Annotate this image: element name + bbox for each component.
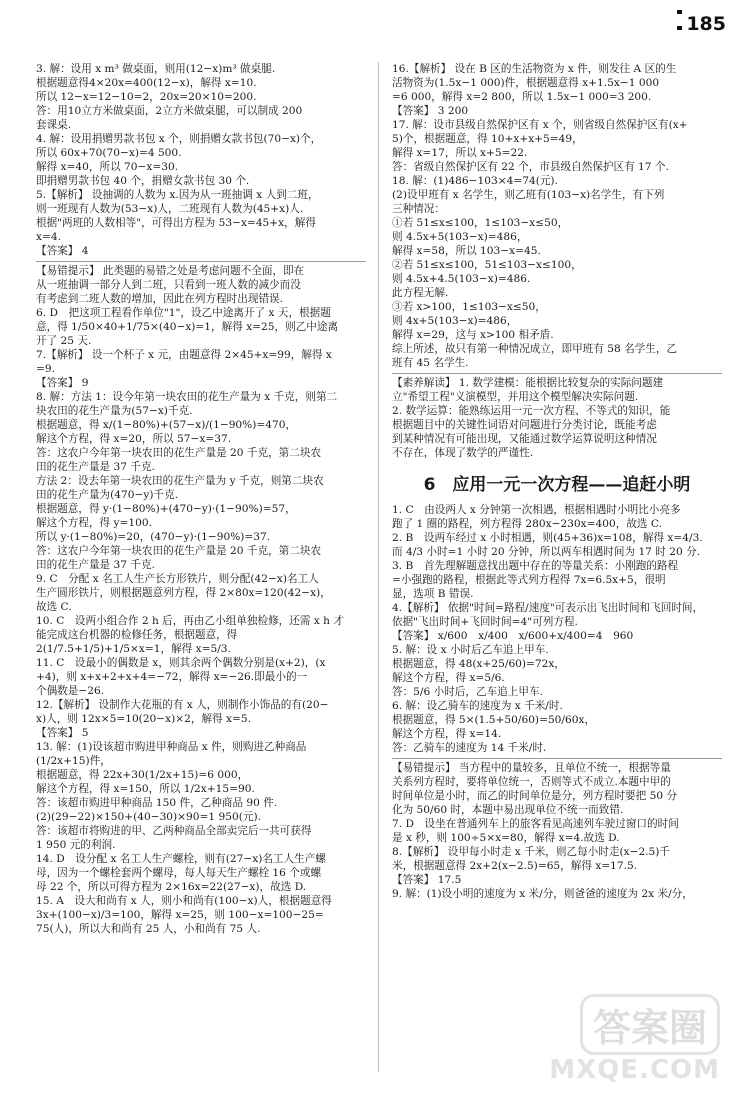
answer-line: 答：这农户今年第一块农田的花生产量是 20 千克，第二块农: [36, 447, 322, 459]
answer-line: 8. 解：方法 1：设今年第一块农田的花生产量为 x 千克，则第二: [36, 391, 338, 403]
answer-line: 3x+(100−x)/3=100，解得 x=25，则 100−x=100−25=: [36, 909, 324, 921]
answer-line: 解这个方程，得 x=5/6.: [392, 672, 505, 684]
right-column: [392, 62, 722, 1082]
answer-line: 答：乙骑车的速度为 14 千米/时.: [392, 742, 547, 754]
answer-line: 答：该超市将购进的甲、乙两种商品全部卖完后一共可获得: [36, 825, 312, 837]
watermark: [549, 994, 720, 1085]
answer-line: 16.【解析】 设在 B 区的生活物资为 x 件，则发往 A 区的生: [392, 63, 677, 75]
answer-line: 不存在，体现了数学的严谨性.: [392, 447, 534, 459]
answer-line: 是 x 秒，则 100÷5×x=80，解得 x=4.故选 D.: [392, 832, 620, 844]
answer-line: 2. B 设两车经过 x 小时相遇，则(45+36)x=108，解得 x=4/3.: [392, 532, 703, 544]
answer-line: 所以 y·(1−80%)=20，(470−y)·(1−90%)=37.: [36, 531, 271, 543]
answer-line: 生产圆形铁片，则根据题意列方程，得 2×80x=120(42−x)，: [36, 587, 331, 599]
page-marker-icon: [677, 10, 682, 30]
answer-line: 根据题意，得 x/(1−80%)+(57−x)/(1−90%)=470，: [36, 419, 297, 431]
answer-line: =6 000，解得 x=2 800，所以 1.5x−1 000=3 200.: [392, 91, 652, 103]
answer-line: 3. 解：设用 x m³ 做桌面，则用(12−x)m³ 做桌腿.: [36, 63, 276, 75]
answer-line: 解这个方程，得 x=150，所以 1/2x+15=90.: [36, 783, 255, 795]
answer-line: 母 22 个，所以可得方程为 2×16x=22(27−x)，故选 D.: [36, 881, 307, 893]
answer-line: 田的花生产量为(470−y)千克.: [36, 489, 179, 501]
section-title: 6 应用一元一次方程——追赶小明: [423, 475, 691, 495]
right-bottom-answers: [392, 503, 722, 901]
answer-line: 所以 12−x=12−10=2，20x=20×10=200.: [36, 91, 257, 103]
answer-line: 方法 2：设去年第一块农田的花生产量为 y 千克，则第二块农: [36, 475, 324, 487]
answer-line: 5.【解析】 设抽调的人数为 x.因为从一班抽调 x 人到二班，: [36, 189, 319, 201]
answer-line: ③若 x>100，1≤103−x≤50，: [392, 301, 546, 313]
answer-line: 答：用10立方米做桌面，2立方米做桌腿，可以制成 200: [36, 105, 303, 117]
answer-line: 解得 x=58，所以 103−x=45.: [392, 245, 541, 257]
answer-line: 解得 x=29，这与 x>100 相矛盾.: [392, 329, 554, 341]
answer-line: 解这个方程，得 y=100.: [36, 517, 152, 529]
column-divider: [378, 62, 379, 1072]
answer-line: 7. D 设坐在普通列车上的旅客看见高速列车驶过窗口的时间: [392, 818, 679, 830]
answer-line: 根据题意，得 5×(1.5+50/60)=50/60x，: [392, 714, 596, 726]
answer-line: 75(人)，所以大和尚有 25 人，小和尚有 75 人.: [36, 923, 261, 935]
answer-line: 根据题意，得 48(x+25/60)=72x，: [392, 658, 565, 670]
watermark-logo: 答案圈: [580, 994, 720, 1055]
answer-line: 14. D 设分配 x 名工人生产螺栓，则有(27−x)名工人生产螺: [36, 853, 326, 865]
answer-line: 解得 x=40，所以 70−x=30.: [36, 161, 179, 173]
answer-line: 依据"飞出时间+飞回时间=4"可列方程.: [392, 616, 578, 628]
answer-line: 根据题意，得 22x+30(1/2x+15)=6 000，: [36, 769, 249, 781]
answer-line: 能完成这台机器的检修任务，根据题意，得: [36, 629, 238, 641]
answer-line: 【易错提示】 此类题的易错之处是考虑问题不全面，即在: [36, 261, 366, 278]
answer-line: 时间单位是小时，而乙的时间单位是分，列方程时要把 50 分: [392, 790, 678, 802]
answer-line: 【答案】 x/600 x/400 x/600+x/400=4 960: [392, 630, 634, 642]
left-column: [36, 62, 366, 1082]
answer-line: 8.【解析】 设甲每小时走 x 千米，则乙每小时走(x−2.5)千: [392, 846, 671, 858]
page-number: [677, 10, 726, 35]
answer-line: 答：这农户今年第一块农田的花生产量是 20 千克，第二块农: [36, 545, 322, 557]
answer-line: 5)个，根据题意，得 10+x+x+5=49，: [392, 133, 583, 145]
answer-line: 而 4/3 小时=1 小时 20 分钟，所以两车相遇时间为 17 时 20 分.: [392, 546, 701, 558]
answer-line: 意，得 1/50×40+1/75×(40−x)=1，解得 x=25，则乙中途离: [36, 321, 339, 333]
answer-line: 1 950 元的利润.: [36, 839, 116, 851]
answer-line: 米，根据题意得 2x+2(x−2.5)=65，解得 x=17.5.: [392, 860, 638, 872]
answer-line: 【易错提示】 当方程中的量较多，且单位不统一，根据等量: [392, 758, 722, 775]
answer-line: 跑了 1 圈的路程，列方程得 280x−230x=400，故选 C.: [392, 518, 662, 530]
answer-line: (1/2x+15)件，: [36, 755, 111, 767]
answer-line: 15. A 设大和尚有 x 人，则小和尚有(100−x)人，根据题意得: [36, 895, 332, 907]
answer-line: 田的花生产量是 37 千克.: [36, 461, 155, 473]
answer-line: 2. 数学运算：能熟练运用一元一次方程、不等式的知识，能: [392, 405, 671, 417]
answer-line: 综上所述，故只有第一种情况成立，即甲班有 58 名学生，乙: [392, 343, 678, 355]
answer-line: 关系列方程时，要将单位统一，否则等式不成立.本题中甲的: [392, 776, 671, 788]
answer-line: 化为 50/60 时，本题中易出现单位不统一而致错.: [392, 804, 624, 816]
answer-line: (2)设甲班有 x 名学生，则乙班有(103−x)名学生，有下列: [392, 189, 665, 201]
answer-line: =9.: [36, 363, 55, 375]
answer-line: +4)，则 x+x+2+x+4=−72，解得 x=−26.即最小的一: [36, 671, 308, 683]
answer-line: 解这个方程，得 x=14.: [392, 728, 502, 740]
answer-line: 则一班现有人数为(53−x)人，二班现有人数为(45+x)人.: [36, 203, 304, 215]
answer-line: 母，因为一个螺栓套两个螺母，每人每天生产螺栓 16 个或螺: [36, 867, 322, 879]
answer-line: 到某种情况有可能出现，又能通过数学运算说明这种情况: [392, 433, 657, 445]
answer-line: 即捐赠男款书包 40 个，捐赠女款书包 30 个.: [36, 175, 250, 187]
answer-line: 17. 解：设市县级自然保护区有 x 个，则省级自然保护区有(x+: [392, 119, 688, 131]
answer-line: ①若 51≤x≤100，1≤103−x≤50，: [392, 217, 569, 229]
answer-line: 根据"两班的人数相等"，可得出方程为 53−x=45+x，解得: [36, 217, 316, 229]
answer-line: 18. 解：(1)486−103×4=74(元).: [392, 175, 558, 187]
answer-line: 答：5/6 小时后，乙车追上甲车.: [392, 686, 543, 698]
answer-line: 则 4.5x+4.5(103−x)=486.: [392, 273, 531, 285]
answer-line: 则 4x+5(103−x)=486，: [392, 315, 518, 327]
answer-line: 故选 C.: [36, 601, 72, 613]
answer-line: 10. C 设两小组合作 2 h 后，再由乙小组单独检修，还需 x h 才: [36, 615, 344, 627]
answer-line: 9. 解：(1)设小明的速度为 x 米/分，则爸爸的速度为 2x 米/分，: [392, 888, 693, 900]
answer-line: 【答案】 3 200: [392, 105, 469, 117]
page-number-text: 185: [686, 13, 726, 35]
answer-line: 【答案】 9: [36, 377, 89, 389]
answer-line: 则 4.5x+5(103−x)=486，: [392, 231, 528, 243]
answer-line: 田的花生产量是 37 千克.: [36, 559, 155, 571]
answer-line: 答：该超市购进甲种商品 150 件，乙种商品 90 件.: [36, 797, 278, 809]
answer-line: 开了 25 天.: [36, 335, 92, 347]
answer-line: 4. 解：设用捐赠男款书包 x 个，则捐赠女款书包(70−x)个，: [36, 133, 322, 145]
answer-line: 11. C 设最小的偶数是 x，则其余两个偶数分别是(x+2)，(x: [36, 657, 326, 669]
right-top-answers: [392, 62, 722, 460]
answer-line: 1. C 由设两人 x 分钟第一次相遇，根据相遇时小明比小亮多: [392, 504, 681, 516]
answer-line: 根据题意，得 y·(1−80%)+(470−y)·(1−90%)=57，: [36, 503, 296, 515]
answer-line: 有考虑到二班人数的增加，因此在列方程时出现错误.: [36, 293, 284, 305]
answer-line: 显，选项 B 错误.: [392, 588, 474, 600]
answer-line: x=4.: [36, 231, 61, 243]
answer-line: 【答案】 17.5: [392, 874, 462, 886]
answer-line: 【答案】 4: [36, 245, 89, 257]
answer-line: 6. 解：设乙骑车的速度为 x 千米/时.: [392, 700, 563, 712]
answer-line: (2)(29−22)×150+(40−30)×90=1 950(元).: [36, 811, 261, 823]
answer-line: 答：省级自然保护区有 22 个，市县级自然保护区有 17 个.: [392, 161, 669, 173]
answer-line: 5. 解：设 x 小时后乙车追上甲车.: [392, 644, 549, 656]
answer-line: 4.【解析】 依据"时间=路程/速度"可表示出飞出时间和飞回时间，: [392, 602, 704, 614]
answer-line: x)人，则 12x×5=10(20−x)×2，解得 x=5.: [36, 713, 252, 725]
answer-line: 此方程无解.: [392, 287, 449, 299]
answer-line: 【素养解读】 1. 数学建模：能根据比较复杂的实际问题建: [392, 373, 722, 390]
answer-line: 块农田的花生产量为(57−x)千克.: [36, 405, 193, 417]
answer-line: 所以 60x+70(70−x)=4 500.: [36, 147, 182, 159]
answer-line: 6. D 把这项工程看作单位"1"，设乙中途离开了 x 天，根据题: [36, 307, 331, 319]
answer-line: 立"希望工程"义演模型，并用这个模型解决实际问题.: [392, 391, 639, 403]
answer-line: 个偶数是−26.: [36, 685, 105, 697]
answer-line: 3. B 首先理解题意找出题中存在的等量关系：小刚跑的路程: [392, 560, 679, 572]
answer-line: 班有 45 名学生.: [392, 357, 469, 369]
answer-line: 解这个方程，得 x=20，所以 57−x=37.: [36, 433, 232, 445]
answer-line: 2(1/7.5+1/5)+1/5×x=1，解得 x=5/3.: [36, 643, 231, 655]
watermark-url: MXQE.COM: [549, 1055, 720, 1085]
answer-line: 活物资为(1.5x−1 000)件，根据题意得 x+1.5x−1 000: [392, 77, 660, 89]
answer-line: 7.【解析】 设一个杯子 x 元，由题意得 2×45+x=99，解得 x: [36, 349, 332, 361]
answer-line: ②若 51≤x≤100，51≤103−x≤100，: [392, 259, 582, 271]
answer-line: 根据题目中的关键性词语对问题进行分类讨论，既能考虑: [392, 419, 657, 431]
answer-line: 三种情况：: [392, 203, 445, 215]
answer-line: 根据题意得4×20x=400(12−x)，解得 x=10.: [36, 77, 257, 89]
answer-line: 套课桌.: [36, 119, 72, 131]
answer-line: 从一班抽调一部分人到二班，只看到一班人数的减少而没: [36, 279, 301, 291]
answer-line: 【答案】 5: [36, 727, 89, 739]
answer-line: 9. C 分配 x 名工人生产长方形铁片，则分配(42−x)名工人: [36, 573, 319, 585]
answer-line: 13. 解：(1)设该超市购进甲种商品 x 件，则购进乙种商品: [36, 741, 307, 753]
answer-line: 解得 x=17，所以 x+5=22.: [392, 147, 528, 159]
answer-line: =小强跑的路程，根据此等式列方程得 7x=6.5x+5，很明: [392, 574, 666, 586]
answer-line: 12.【解析】 设制作大花瓶的有 x 人，则制作小饰品的有(20−: [36, 699, 329, 711]
